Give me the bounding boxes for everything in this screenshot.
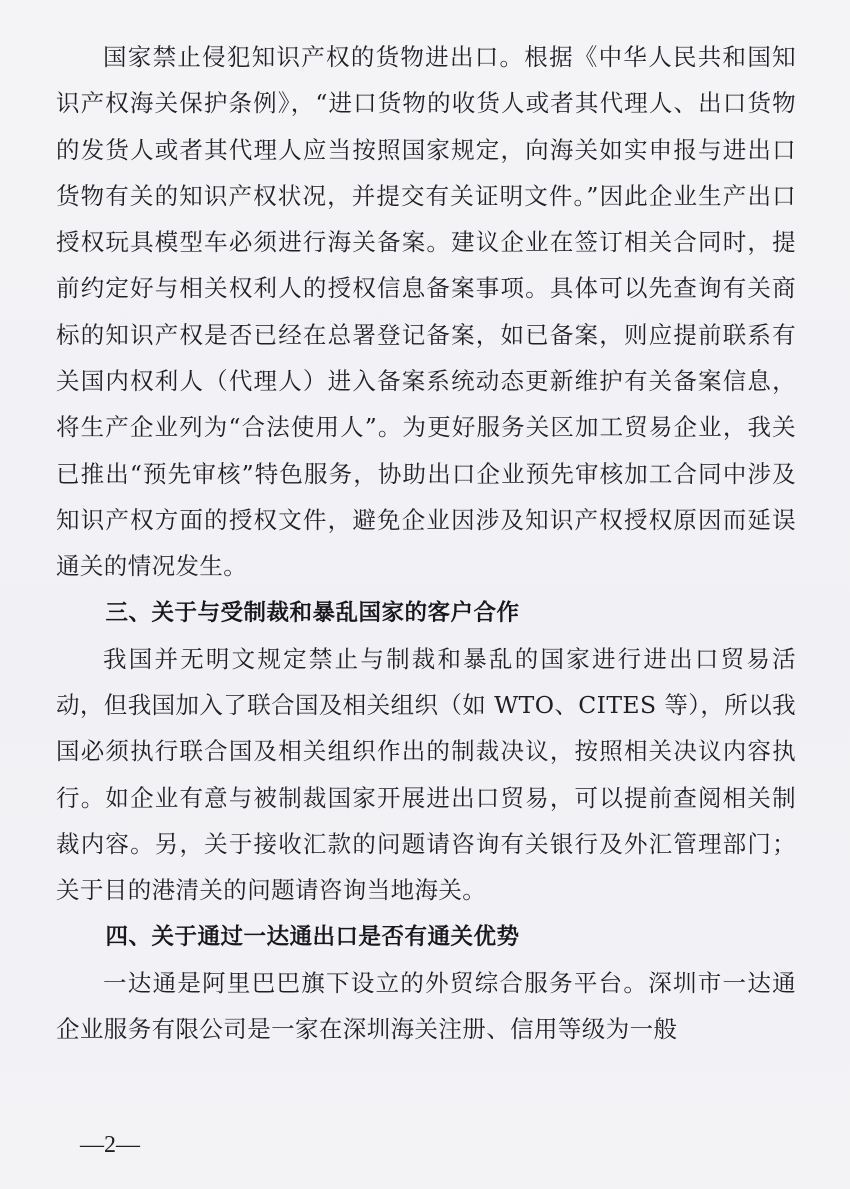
paragraph-yidatong: 一达通是阿里巴巴旗下设立的外贸综合服务平台。深圳市一达通企业服务有限公司是一家在深圳海关注册、信用等级为一般 (56, 968, 796, 1044)
paragraph-ipr-customs-filing: 国家禁止侵犯知识产权的货物进出口。根据《中华人民共和国知识产权海关保护条例》，“进口货物的收货人或者其代理人、出口货物的发货人或者其代理人应当按照国家规定，向海关如实申报与进出口货物有关的知识产权状况，并提交有关证明文件。”因此企业生产出口授权玩具模型车必须进行海关备案。建议企业在签订相关合同时，提前约定好与相关权利人的授权信息备案事项。具体可以先查询有关商标的知识产权是否已经在总署登记备案，如已备案，则应提前联系有关国内权利人（代理人）进入备案系统动态更新维护有关备案信息，将生产企业列为“合法使用人”。为更好服务关区加工贸易企业，我关已推出“预先审核”特色服务，协助出口企业预先审核加工合同中涉及知识产权方面的授权文件，避免企业因涉及知识产权授权原因而延误通关的情况发生。 (56, 43, 796, 581)
page-number: —2— (80, 1132, 140, 1158)
document-body (56, 34, 796, 1053)
section-heading-sanctions: 三、关于与受制裁和暴乱国家的客户合作 (105, 599, 520, 626)
paragraph-sanctions-trade: 我国并无明文规定禁止与制裁和暴乱的国家进行进出口贸易活动，但我国加入了联合国及相关组织（如 WTO、CITES 等），所以我国必须执行联合国及相关组织作出的制裁决议，按照相关决议内容执行。如企业有意与被制裁国家开展进出口贸易，可以提前查阅相关制裁内容。另，关于接收汇款的问题请咨询有关银行及外汇管理部门；关于目的港清关的问题请咨询当地海关。 (56, 644, 796, 905)
section-heading-yidatong: 四、关于通过一达通出口是否有通关优势 (105, 923, 520, 950)
